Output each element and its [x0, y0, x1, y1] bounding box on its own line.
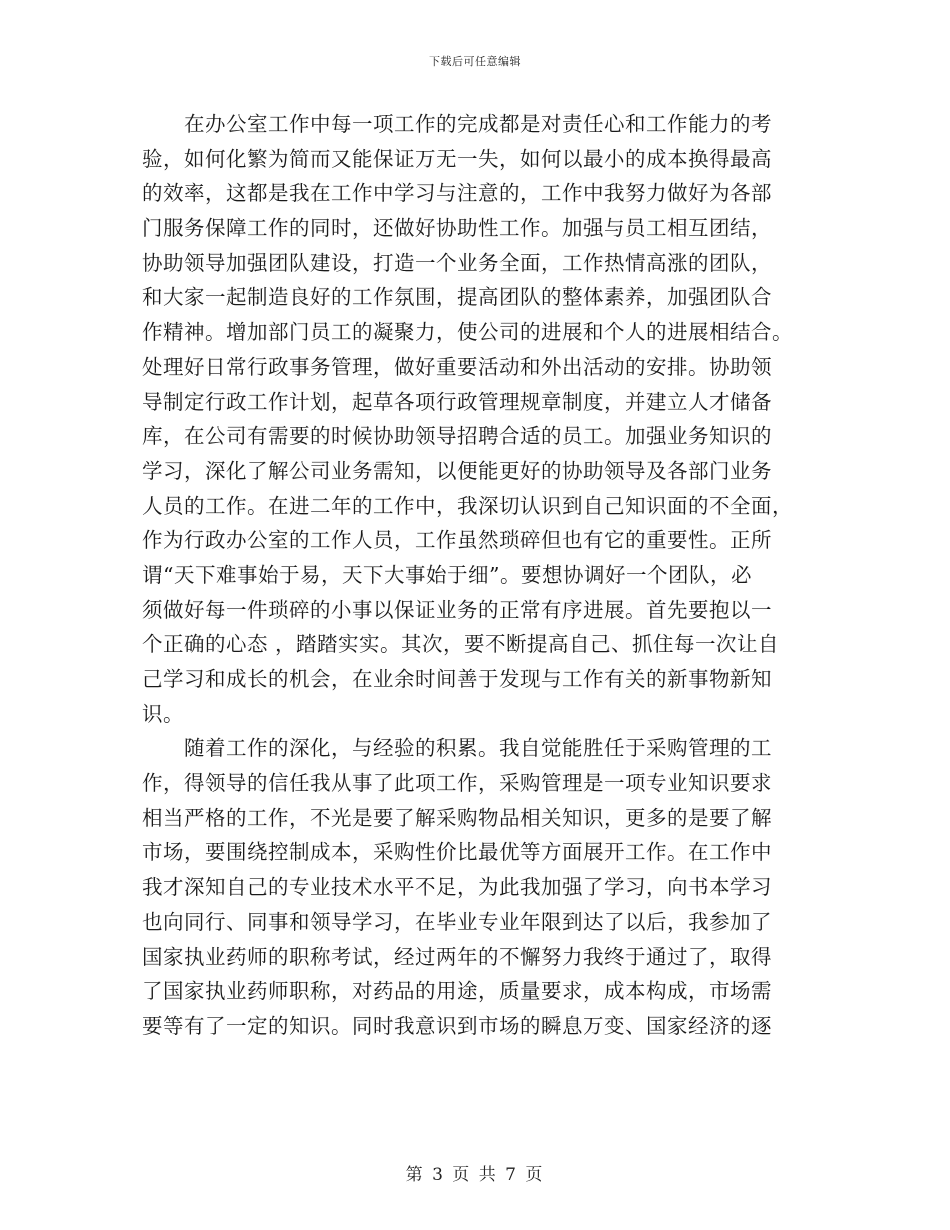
text-line: 验，如何化繁为简而又能保证万无一失，如何以最小的成本换得最高: [142, 146, 772, 171]
body-text: [142, 107, 812, 1044]
text-line: 人员的工作。在进二年的工作中，我深切认识到自己知识面的不全面，: [142, 493, 793, 518]
text-line: 市场，要围绕控制成本，采购性价比最优等方面展开工作。在工作中: [142, 840, 772, 865]
paragraph-2: [142, 731, 812, 1043]
text-line: 要等有了一定的知识。同时我意识到市场的瞬息万变、国家经济的逐: [142, 1013, 772, 1038]
text-line: 的效率，这都是我在工作中学习与注意的，工作中我努力做好为各部: [142, 181, 772, 206]
text-line: 己学习和成长的机会，在业余时间善于发现与工作有关的新事物新知: [142, 667, 772, 691]
text-line: 协助领导加强团队建设，打造一个业务全面，工作热情高涨的团队，: [142, 250, 772, 275]
text-line: 我才深知自己的专业技术水平不足，为此我加强了学习，向书本学习: [142, 875, 772, 900]
paragraph-1: [142, 107, 812, 731]
text-line: 相当严格的工作，不光是要了解采购物品相关知识，更多的是要了解: [142, 805, 772, 830]
text-line: 作精神。增加部门员工的凝聚力，使公司的进展和个人的进展相结合。: [142, 320, 793, 345]
text-line: 在办公室工作中每一项工作的完成都是对责任心和工作能力的考: [184, 112, 772, 136]
page-number: 第 3 页 共 7 页: [405, 1165, 545, 1185]
text-line: 谓“天下难事始于易，天下大事始于细”。要想协调好一个团队，必: [142, 562, 752, 587]
text-line: 作，得领导的信任我从事了此项工作，采购管理是一项专业知识要求: [142, 771, 772, 796]
text-line: 处理好日常行政事务管理，做好重要活动和外出活动的安排。协助领: [142, 354, 772, 379]
text-line: 也向同行、同事和领导学习，在毕业专业年限到达了以后，我参加了: [142, 909, 772, 934]
text-line: 须做好每一件琐碎的小事以保证业务的正常有序进展。首先要抱以一: [142, 597, 772, 622]
text-line: 导制定行政工作计划，起草各项行政管理规章制度，并建立人才储备: [142, 389, 772, 414]
text-line: 识。: [142, 701, 184, 726]
text-line: 库，在公司有需要的时候协助领导招聘合适的员工。加强业务知识的: [142, 424, 772, 449]
page-header: 下载后可任意编辑: [429, 55, 521, 68]
text-line: 作为行政办公室的工作人员，工作虽然琐碎但也有它的重要性。正所: [142, 528, 772, 553]
text-line: 随着工作的深化，与经验的积累。我自觉能胜任于采购管理的工: [184, 736, 772, 761]
text-line: 了国家执业药师职称，对药品的用途，质量要求，成本构成，市场需: [142, 979, 772, 1004]
text-line: 学习，深化了解公司业务需知，以便能更好的协助领导及各部门业务: [142, 458, 772, 483]
text-line: 国家执业药师的职称考试，经过两年的不懈努力我终于通过了，取得: [142, 944, 772, 969]
text-line: 个正确的心态 ，踏踏实实。其次，要不断提高自己、抓住每一次让自: [142, 632, 780, 657]
text-line: 和大家一起制造良好的工作氛围，提高团队的整体素养，加强团队合: [142, 285, 772, 310]
text-line: 门服务保障工作的同时，还做好协助性工作。加强与员工相互团结，: [142, 216, 772, 241]
